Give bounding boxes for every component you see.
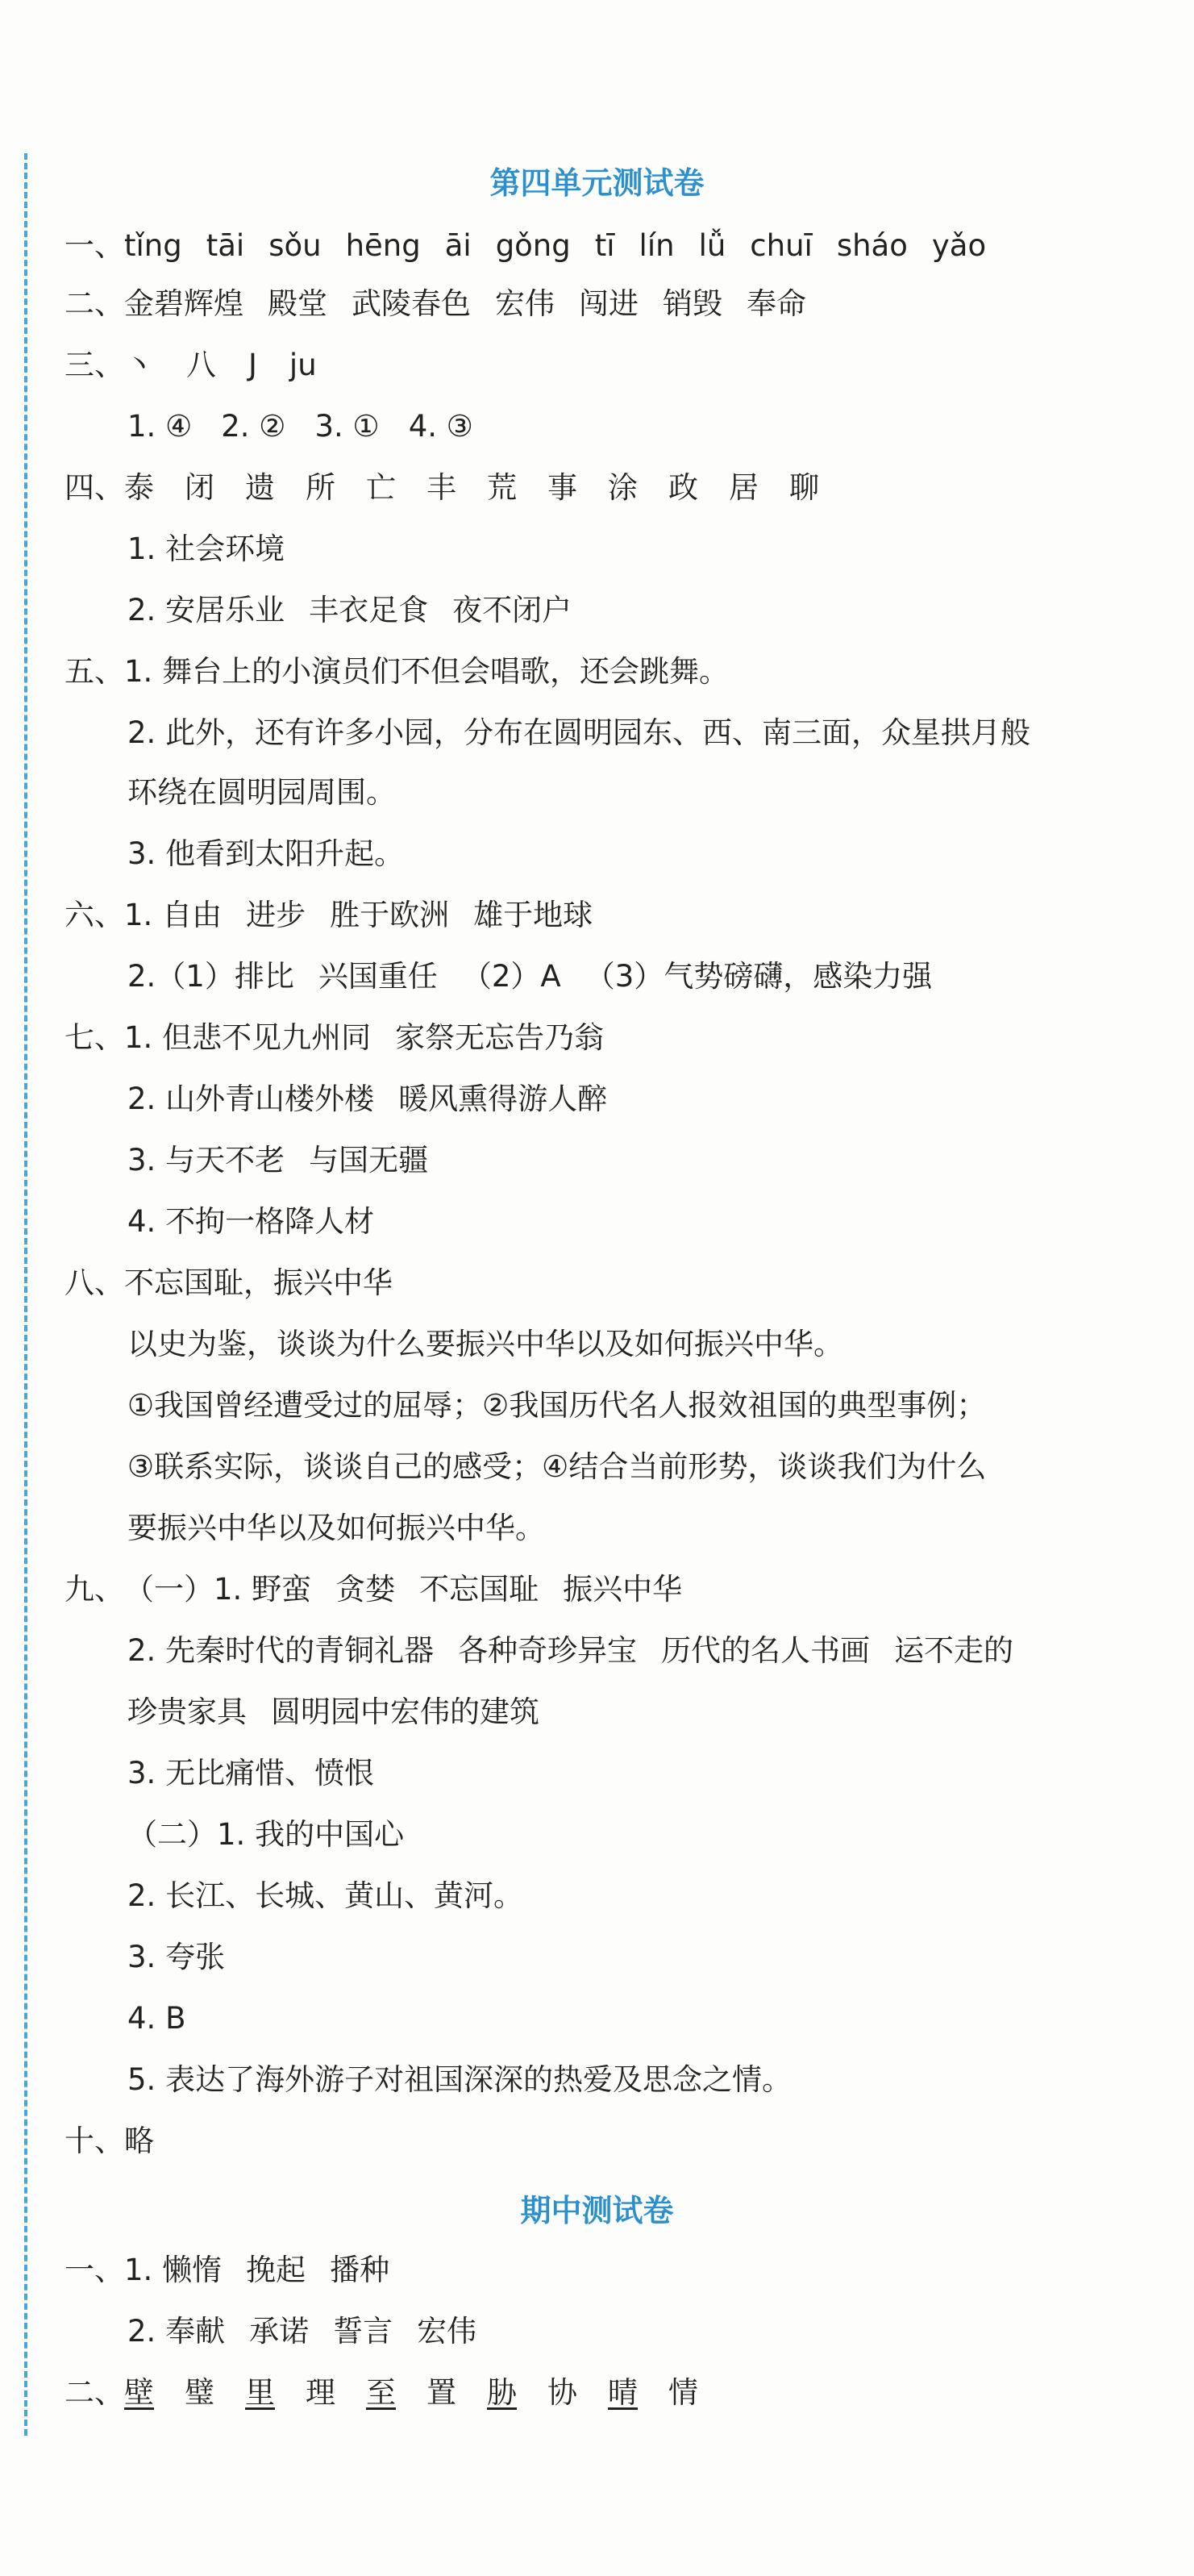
q9-s2b-item: 珍贵家具 <box>127 1694 247 1729</box>
q3-line <box>64 345 317 386</box>
mid-q1-s2-item: 誓言 <box>333 2314 393 2349</box>
mid-q2-char-list <box>124 2375 698 2410</box>
q7-s1 <box>124 1020 604 1055</box>
q6-s1-item: 进步 <box>246 898 306 932</box>
q4-chars-item: 丰 <box>426 470 456 505</box>
q6-s1-item: 雄于地球 <box>473 898 593 932</box>
q5-s1: 1. 舞台上的小演员们不但会唱歌，还会跳舞。 <box>124 654 730 689</box>
q8-s2: ①我国曾经遭受过的屈辱；②我国历代名人报效祖国的典型事例； <box>127 1388 987 1423</box>
q3-items-item: J <box>248 348 257 382</box>
q3-items-item: ju <box>289 348 317 382</box>
q9-s2a-item: 2. 先秦时代的青铜礼器 <box>127 1633 435 1668</box>
q2-words-item: 武陵春色 <box>352 286 471 321</box>
q1-pinyin-item: hēng <box>345 228 421 263</box>
q4-chars-item: 涂 <box>608 470 638 505</box>
q7-s2-item: 2. 山外青山楼外楼 <box>127 1082 375 1116</box>
underlined-char: 至 <box>366 2375 396 2410</box>
q6-s2-item: （2）A <box>461 959 561 994</box>
q3-item-list <box>124 348 317 382</box>
q8-s4: 要振兴中华以及如何振兴中华。 <box>127 1511 545 1545</box>
q1-pinyin-item: lín <box>639 228 675 263</box>
q4-chars-item: 居 <box>729 470 759 505</box>
underlined-char: 胁 <box>487 2375 517 2410</box>
midterm-title: 期中测试卷 <box>520 2193 674 2228</box>
q1-pinyin-list <box>124 228 986 263</box>
q4-chars-item: 亡 <box>366 470 396 505</box>
q3-items-item: 八 <box>186 348 216 382</box>
underlined-char: 里 <box>245 2375 275 2410</box>
q4-chars-item: 闭 <box>185 470 214 505</box>
q3-items-item: 丶 <box>124 348 154 382</box>
q6-s2-item: （3）气势磅礴，感染力强 <box>585 959 933 994</box>
q2-word-list <box>124 286 806 321</box>
q4-char-list <box>124 470 819 505</box>
q7-label: 七、 <box>64 1020 124 1055</box>
q9-s2b-item: 圆明园中宏伟的建筑 <box>271 1694 539 1729</box>
q5-line <box>64 652 729 692</box>
q1-pinyin-item: chuī <box>750 228 813 263</box>
q1-pinyin-item: yǎo <box>931 228 987 263</box>
q7-s2 <box>127 1079 607 1119</box>
q1-pinyin-item: sǒu <box>268 228 322 263</box>
mid-q1-label: 一、 <box>64 2253 124 2287</box>
q3-sub-item: 2. ② <box>221 409 286 444</box>
q7-s3 <box>127 1140 428 1181</box>
mid-q1-s2-item: 宏伟 <box>417 2314 477 2349</box>
q1-pinyin-item: tī <box>594 228 615 263</box>
q1-line <box>64 226 986 266</box>
q6-s1 <box>124 898 593 932</box>
mid-q1-s2-item: 承诺 <box>249 2314 310 2349</box>
q7-s2-item: 暖风熏得游人醉 <box>398 1082 608 1116</box>
q9-s2a-item: 运不走的 <box>894 1633 1014 1668</box>
q1-pinyin-item: tāi <box>206 228 245 263</box>
q2-words-item: 殿堂 <box>268 286 327 321</box>
q9-s2a <box>127 1631 1013 1671</box>
q1-pinyin-item: lǚ <box>698 228 726 263</box>
q2-words-item: 金碧辉煌 <box>124 286 243 321</box>
mid-q1-s1-item: 1. 懒惰 <box>124 2253 223 2287</box>
q9-s1-item: 不忘国耻 <box>419 1572 539 1607</box>
q6-s2 <box>127 957 932 997</box>
q7-s1-item: 家祭无忘告乃翁 <box>395 1020 605 1055</box>
q8-s3: ③联系实际，谈谈自己的感受；④结合当前形势，谈谈我们为什么 <box>127 1449 987 1484</box>
underlined-char: 壁 <box>124 2375 154 2410</box>
q1-pinyin-item: sháo <box>836 228 908 263</box>
q4-s2-item: 丰衣足食 <box>309 593 429 627</box>
q6-s2-item: 2.（1）排比 <box>127 959 294 994</box>
q2-words-item: 宏伟 <box>495 286 555 321</box>
q9-s1 <box>124 1572 682 1607</box>
q6-s2-item: 兴国重任 <box>318 959 438 994</box>
q1-pinyin-item: gǒng <box>495 228 571 263</box>
q6-s1-item: 胜于欧洲 <box>330 898 450 932</box>
q9-s7: 4. B <box>127 2001 186 2036</box>
mid-q1-s1 <box>124 2253 389 2287</box>
q2-words-item: 销毁 <box>663 286 722 321</box>
q9-s2b <box>127 1692 539 1732</box>
plain-char: 置 <box>426 2375 456 2410</box>
mid-q2-line <box>64 2373 698 2413</box>
q7-s4: 4. 不拘一格降人材 <box>127 1204 375 1239</box>
q9-s2a-item: 历代的名人书画 <box>661 1633 871 1668</box>
q8-s0: 不忘国耻，振兴中华 <box>124 1265 393 1300</box>
q3-label: 三、 <box>64 348 124 382</box>
plain-char: 璧 <box>185 2375 214 2410</box>
q6-s1-item: 1. 自由 <box>124 898 223 932</box>
mid-q1-line <box>64 2250 389 2290</box>
q9-line <box>64 1569 682 1610</box>
q5-s2b: 环绕在圆明园周围。 <box>127 775 396 810</box>
q8-label: 八、 <box>64 1265 124 1300</box>
q7-s3-item: 与国无疆 <box>309 1143 429 1178</box>
q10-line <box>64 2121 154 2161</box>
q4-s2-item: 夜不闭户 <box>452 593 572 627</box>
q9-s2a-item: 各种奇珍异宝 <box>458 1633 638 1668</box>
q7-s3-item: 3. 与天不老 <box>127 1143 285 1178</box>
q3-sub-list <box>127 406 473 447</box>
q4-line <box>64 468 819 508</box>
q10-s0: 略 <box>124 2124 154 2158</box>
q9-s3: 3. 无比痛惜、愤恨 <box>127 1756 375 1790</box>
q1-pinyin-item: āi <box>444 228 472 263</box>
q4-chars-item: 聊 <box>789 470 819 505</box>
plain-char: 理 <box>306 2375 335 2410</box>
mid-q1-s1-item: 挽起 <box>246 2253 306 2287</box>
q4-chars-item: 遗 <box>245 470 275 505</box>
q4-chars-item: 政 <box>668 470 698 505</box>
q2-words-item: 奉命 <box>747 286 806 321</box>
q9-s1-item: 振兴中华 <box>563 1572 683 1607</box>
mid-q2-label: 二、 <box>64 2375 124 2410</box>
q4-s2 <box>127 590 572 631</box>
q5-s2a: 2. 此外，还有许多小园，分布在圆明园东、西、南三面，众星拱月般 <box>127 715 1031 750</box>
q8-line <box>64 1263 393 1303</box>
q10-label: 十、 <box>64 2124 124 2158</box>
underlined-char: 晴 <box>608 2375 638 2410</box>
q5-label: 五、 <box>64 654 124 689</box>
q2-label: 二、 <box>64 286 124 321</box>
q9-s8: 5. 表达了海外游子对祖国深深的热爱及思念之情。 <box>127 2062 793 2097</box>
q3-sub-item: 3. ① <box>314 409 380 444</box>
q4-label: 四、 <box>64 470 124 505</box>
q4-chars-item: 荒 <box>487 470 517 505</box>
q3-sub-item: 4. ③ <box>408 409 473 444</box>
q9-s6: 3. 夸张 <box>127 1940 226 1974</box>
q4-chars-item: 所 <box>306 470 335 505</box>
q4-chars-item: 泰 <box>124 470 154 505</box>
q6-label: 六、 <box>64 898 124 932</box>
q5-s3: 3. 他看到太阳升起。 <box>127 836 405 871</box>
unit4-title: 第四单元测试卷 <box>489 165 705 201</box>
q9-s1-item: （一）1. 野蛮 <box>124 1572 312 1607</box>
q9-s1-item: 贪婪 <box>335 1572 396 1607</box>
q4-s2-item: 2. 安居乐业 <box>127 593 285 627</box>
q8-s1: 以史为鉴，谈谈为什么要振兴中华以及如何振兴中华。 <box>127 1327 843 1361</box>
mid-q1-s2 <box>127 2311 476 2352</box>
plain-char: 情 <box>668 2375 698 2410</box>
q7-s1-item: 1. 但悲不见九州同 <box>124 1020 372 1055</box>
q2-line <box>64 284 806 324</box>
mid-q1-s2-item: 2. 奉献 <box>127 2314 226 2349</box>
q9-label: 九、 <box>64 1572 124 1607</box>
q2-words-item: 闯进 <box>579 286 639 321</box>
plain-char: 协 <box>547 2375 577 2410</box>
q3-sub-item: 1. ④ <box>127 409 193 444</box>
q9-s5: 2. 长江、长城、黄山、黄河。 <box>127 1878 524 1913</box>
q9-s4: （二）1. 我的中国心 <box>127 1817 405 1852</box>
q1-pinyin-item: tǐng <box>124 228 182 263</box>
mid-q1-s1-item: 播种 <box>330 2253 390 2287</box>
q4-s1: 1. 社会环境 <box>127 531 285 566</box>
q6-line <box>64 895 593 936</box>
q1-label: 一、 <box>64 228 124 263</box>
q4-chars-item: 事 <box>547 470 577 505</box>
q7-line <box>64 1018 604 1058</box>
